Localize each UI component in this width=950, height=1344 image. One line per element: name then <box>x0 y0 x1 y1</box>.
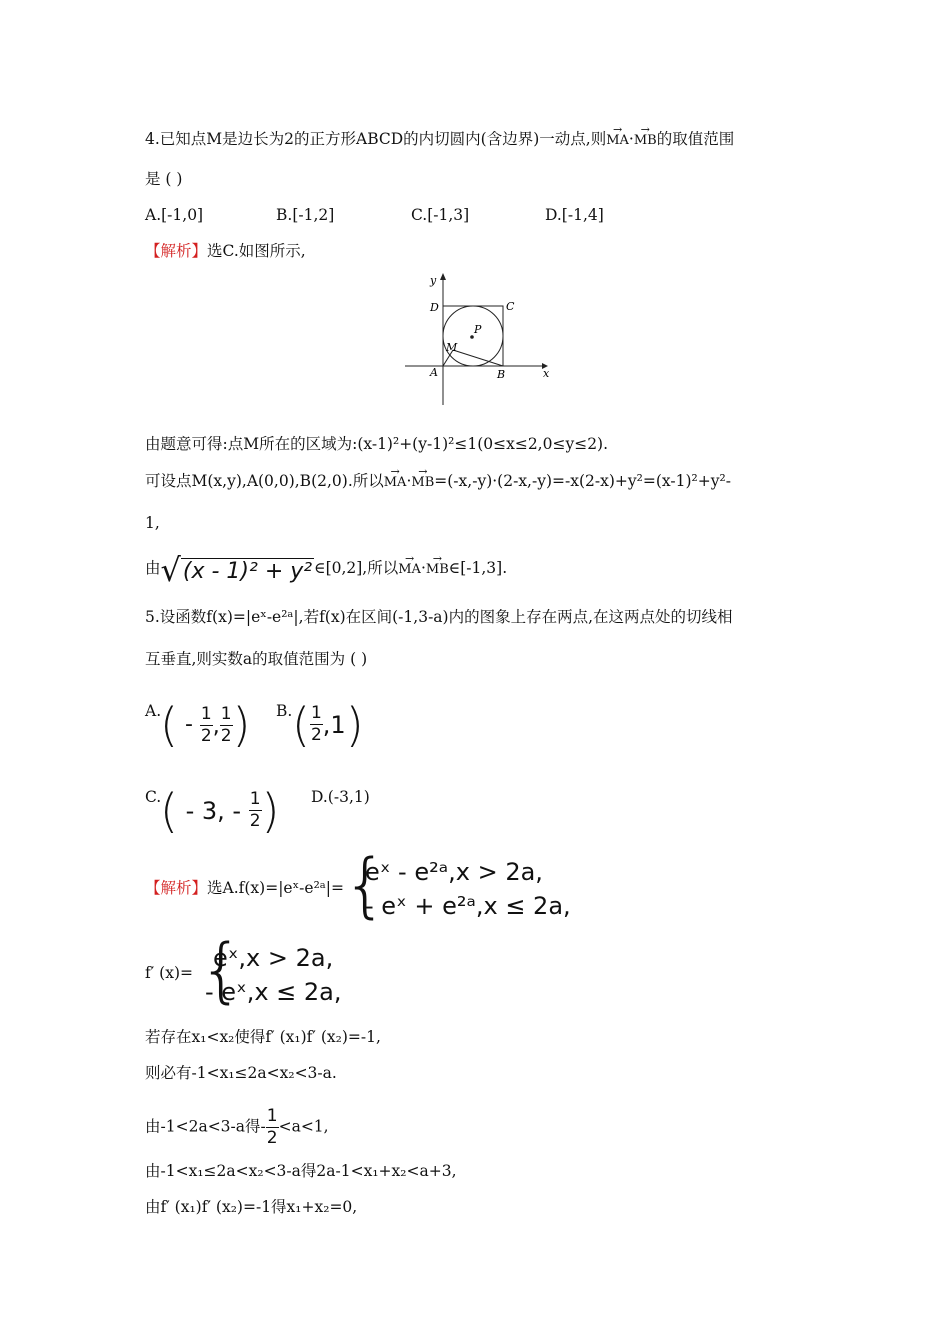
q4-option-d: D.[-1,4] <box>545 206 604 224</box>
q5-solution-s4: 由-1<x₁≤2a<x₂<3-a得2a-1<x₁+x₂<a+3, <box>145 1162 457 1180</box>
y-axis-arrow <box>440 273 446 280</box>
q4-solution-line3-end: =(-x,-y)·(2-x,-y)=-x(2-x)+y²=(x-1)²+y²- <box>434 472 731 490</box>
q4-stem-end: 的取值范围 <box>656 130 735 148</box>
q5-stem-line2: 互垂直,则实数a的取值范围为 ( ) <box>145 650 368 668</box>
q4-solution-text: 选C.如图所示, <box>207 242 306 260</box>
vector-mb: → MB <box>411 472 434 494</box>
q4-solution-line5-mid: ∈[0,2],所以 <box>314 559 399 577</box>
jiexi-label: 【解析】 <box>145 242 208 260</box>
q4-solution-line5-start: 由 <box>145 559 161 577</box>
q5-solution-s5: 由f′ (x₁)f′ (x₂)=-1得x₁+x₂=0, <box>145 1198 358 1216</box>
q4-solution-intro <box>145 240 306 262</box>
label-p: P <box>474 323 482 336</box>
dot-operator: · <box>406 472 412 490</box>
label-y: y <box>430 274 437 287</box>
piecewise2-top: eˣ,x > 2a, <box>213 944 334 972</box>
q4-solution-line3 <box>145 470 731 494</box>
circle-square-figure <box>400 268 550 408</box>
q4-option-a: A.[-1,0] <box>145 206 204 224</box>
jiexi-label: 【解析】 <box>145 879 208 897</box>
vector-ma: → MA <box>398 550 421 590</box>
label-b: B <box>497 368 506 381</box>
vector-ma: → MA <box>384 472 407 494</box>
dot-operator: · <box>628 130 634 148</box>
q5-solution-intro <box>145 877 344 899</box>
piecewise1-bottom: - eˣ + e²ᵃ,x ≤ 2a, <box>365 892 571 920</box>
q5-option-c-value: ( - 3, - $\frac{1}{2}$ ) <box>160 784 280 838</box>
q4-solution-line5-end: ∈[-1,3]. <box>448 559 508 577</box>
label-x: x <box>543 367 550 380</box>
q4-solution-line2: 由题意可得:点M所在的区域为:(x-1)²+(y-1)²≤1(0≤x≤2,0≤y≤2). <box>145 435 609 453</box>
q5-solution-s2: 则必有-1<x₁≤2a<x₂<3-a. <box>145 1064 337 1082</box>
q4-solution-line5 <box>145 548 507 588</box>
q5-option-a-value: ( - $\frac{1}{2}$ , $\frac{1}{2}$ ) <box>160 698 251 752</box>
q5-option-b-label: B. <box>276 702 293 720</box>
q4-stem-line2: 是 ( ) <box>145 170 183 188</box>
q4-option-c: C.[-1,3] <box>411 206 470 224</box>
dot-operator: · <box>420 559 426 577</box>
q5-option-d: D.(-3,1) <box>311 788 370 806</box>
q5-solution-s3-start: 由-1<2a<3-a得- <box>145 1117 266 1136</box>
piecewise2-bottom: - eˣ,x ≤ 2a, <box>205 978 342 1006</box>
vector-mb: → MB <box>426 550 449 590</box>
label-c: C <box>506 300 515 313</box>
q4-solution-line3-start: 可设点M(x,y),A(0,0),B(2,0).所以 <box>145 472 384 490</box>
q5-solution-s3-end: <a<1, <box>278 1117 329 1136</box>
sqrt-radicand: (x - 1)² + y² <box>182 558 313 584</box>
q4-solution-line4: 1, <box>145 514 160 532</box>
label-a: A <box>430 366 438 379</box>
vector-mb: → MB <box>634 130 657 152</box>
label-m: M <box>446 341 458 354</box>
q5-solution-s1: 若存在x₁<x₂使得f′ (x₁)f′ (x₂)=-1, <box>145 1028 381 1046</box>
q4-stem-line1 <box>145 128 734 152</box>
piecewise-brace: { <box>343 844 388 926</box>
q5-solution-s3: 由-1<2a<3-a得- $\frac{1}{2}$ <a<1, <box>145 1106 329 1148</box>
q5-fprime-label: f′ (x)= <box>145 964 194 982</box>
vector-ma: → MA <box>606 130 629 152</box>
q5-option-a-label: A. <box>145 702 162 720</box>
label-d: D <box>430 301 439 314</box>
q5-solution-text: 选A.f(x)=|eˣ-e²ᵃ|= <box>207 879 344 897</box>
q4-stem-text: 4.已知点M是边长为2的正方形ABCD的内切圆内(含边界)一动点,则 <box>145 130 607 148</box>
piecewise1-top: eˣ - e²ᵃ,x > 2a, <box>365 858 543 886</box>
q5-option-b-value: ( $\frac{1}{2}$ ,1) <box>292 698 364 752</box>
piecewise-brace: { <box>199 929 244 1011</box>
sqrt-expression: √(x - 1)² + y² <box>160 550 313 589</box>
q5-option-c-label: C. <box>145 788 162 806</box>
q5-stem-line1: 5.设函数f(x)=|eˣ-e²ᵃ|,若f(x)在区间(-1,3-a)内的图象上存在两点,在这两点处的切线相 <box>145 608 733 626</box>
q4-option-b: B.[-1,2] <box>276 206 335 224</box>
